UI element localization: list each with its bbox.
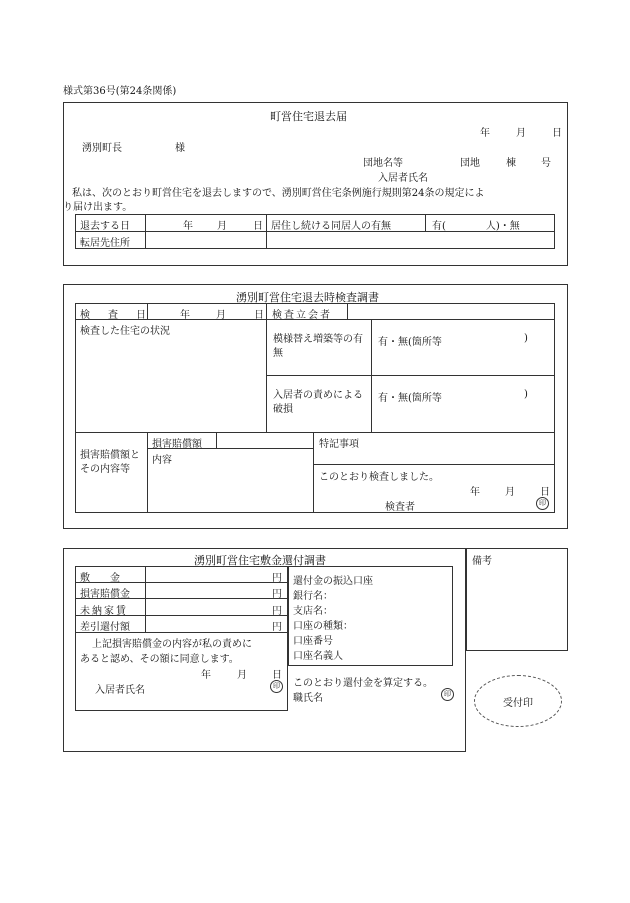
renovation-close-paren: ): [524, 333, 528, 344]
seal-mark: 印: [536, 497, 549, 510]
inspection-date-day: 日: [254, 310, 264, 321]
damage-value: 有・無(箇所等: [378, 393, 442, 404]
date-day: 日: [552, 128, 562, 139]
form-number: 様式第36号(第24条関係): [63, 86, 177, 97]
refund-amount-label: 差引還付額: [80, 622, 130, 633]
renovation-label: 模様替え増築等の有無: [273, 334, 363, 359]
continuing-resident-value: 有( 人)・無: [432, 221, 520, 232]
inspection-report-title: 湧別町営住宅退去時検査調書: [236, 291, 379, 304]
agreement-month: 月: [237, 670, 247, 681]
danchi-unit: 団地: [460, 158, 480, 169]
staff-name-label: 職氏名: [293, 693, 323, 704]
witness-label: 検査立会者: [272, 310, 332, 321]
refund-amount-yen: 円: [272, 622, 282, 633]
agreement-line2: あると認め、その額に同意します。: [80, 654, 239, 665]
damage-compensation-yen: 円: [272, 589, 282, 600]
agreement-day: 日: [272, 670, 282, 681]
damage-close-paren: ): [524, 389, 528, 400]
agreement-line1: 上記損害賠償金の内容が私の責めに: [92, 639, 252, 650]
remarks-label: 備考: [472, 556, 492, 567]
date-month: 月: [516, 128, 526, 139]
addressee-honorific: 様: [175, 143, 185, 154]
inspected-year: 年: [470, 487, 480, 498]
agreement-resident-name-label: 入居者氏名: [95, 685, 145, 696]
damage-compensation-label: 損害賠償金: [80, 589, 130, 600]
seal-mark: 印: [441, 688, 454, 701]
special-notes-label: 特記事項: [319, 439, 359, 450]
room-unit: 号: [541, 158, 551, 169]
move-date-year: 年: [183, 221, 193, 232]
agreement-resident-seal: [270, 680, 283, 693]
inspection-date-month: 月: [216, 310, 226, 321]
move-date-label: 退去する日: [80, 221, 130, 232]
inspected-month: 月: [505, 487, 515, 498]
account-type-label: 口座の種類：: [293, 621, 353, 632]
inspector-seal: [536, 497, 549, 510]
compensation-label: 損害賠償額とその内容等: [80, 450, 140, 475]
compensation-amount-label: 損害賠償額: [152, 439, 202, 450]
resident-name-label: 入居者氏名: [378, 173, 428, 184]
building-unit: 棟: [506, 158, 516, 169]
account-number-label: 口座番号: [293, 636, 333, 647]
deposit-yen: 円: [272, 573, 282, 584]
inspection-date-year: 年: [180, 310, 190, 321]
inspected-day: 日: [540, 487, 550, 498]
branch-name-label: 支店名：: [293, 606, 333, 617]
continuing-resident-label: 居住し続ける同居人の有無: [271, 221, 391, 232]
deposit-refund-title: 湧別町営住宅敷金還付調書: [194, 554, 326, 567]
notice-body-line1: 私は、次のとおり町営住宅を退去しますので、湧別町営住宅条例施行規則第24条の規定によ: [72, 188, 485, 199]
account-holder-label: 口座名義人: [293, 651, 343, 662]
house-condition-label: 検査した住宅の状況: [80, 326, 170, 337]
refund-calculation-statement: このとおり還付金を算定する。: [293, 678, 433, 689]
refund-account-title: 還付金の振込口座: [293, 576, 373, 587]
date-year: 年: [480, 128, 490, 139]
agreement-year: 年: [201, 670, 211, 681]
danchi-label: 団地名等: [363, 158, 403, 169]
seal-mark: 印: [270, 680, 283, 693]
inspection-date-label: 検 査 日: [80, 310, 150, 321]
receipt-stamp-area: [474, 675, 562, 727]
withdrawal-notice-title: 町営住宅退去届: [270, 110, 347, 123]
bank-name-label: 銀行名：: [293, 591, 333, 602]
notice-body-line2: り届け出ます。: [63, 202, 133, 213]
deposit-label: 敷 金: [80, 573, 120, 584]
move-date-day: 日: [253, 221, 263, 232]
inspected-statement: このとおり検査しました。: [319, 472, 439, 483]
addressee: 湧別町長: [82, 143, 122, 154]
receipt-stamp-label: 受付印: [503, 697, 533, 709]
new-address-label: 転居先住所: [80, 238, 130, 249]
renovation-value: 有・無(箇所等: [378, 337, 442, 348]
move-date-month: 月: [217, 221, 227, 232]
inspector-label: 検査者: [385, 502, 415, 513]
unpaid-rent-yen: 円: [272, 606, 282, 617]
compensation-content-label: 内容: [152, 455, 172, 466]
unpaid-rent-label: 未納家賃: [80, 606, 128, 617]
damage-label: 入居者の責めによる破損: [273, 390, 363, 415]
staff-seal: [441, 688, 454, 701]
